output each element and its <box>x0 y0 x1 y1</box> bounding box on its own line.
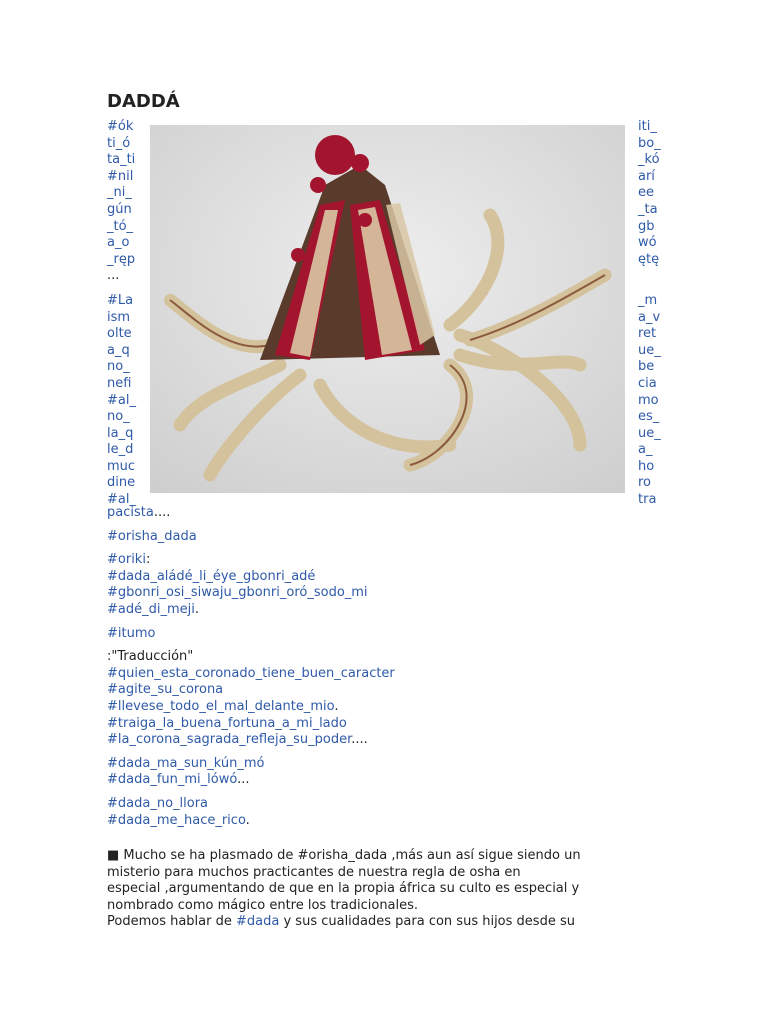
right-fragment[interactable]: ro <box>638 475 652 491</box>
right-fragment[interactable]: a_v <box>638 309 661 325</box>
right-fragment[interactable]: ee <box>638 185 654 201</box>
hashtag-link[interactable]: #dada <box>236 914 280 930</box>
right-fragment[interactable]: wó <box>638 235 657 251</box>
right-fragment[interactable]: _kó <box>638 152 660 168</box>
oriki-paragraph <box>107 552 637 618</box>
right-fragment[interactable]: gb <box>638 218 655 234</box>
llora-line: #dada_me_hace_rico. <box>107 812 250 828</box>
left-fragment[interactable]: _ni_ <box>107 185 132 201</box>
hashtag-link[interactable]: #gbonri_osi_siwaju_gbonri_oró_sodo_mi <box>107 585 368 601</box>
right-fragment[interactable]: tra <box>638 492 657 508</box>
right-fragment[interactable]: mo <box>638 392 659 408</box>
hashtag-link[interactable]: #dada_aládé_li_éye_gbonri_adé <box>107 568 316 584</box>
left-fragment[interactable]: _tó_ <box>107 218 134 234</box>
right-fragment[interactable]: iti_ <box>638 119 657 134</box>
right-fragment[interactable]: bo_ <box>638 135 661 151</box>
right-fragment[interactable]: be <box>638 359 655 375</box>
right-fragment[interactable]: ue_ <box>638 425 661 441</box>
tail-line <box>107 505 637 522</box>
period-text: . <box>194 601 199 617</box>
trad-line: #la_corona_sagrada_refleja_su_poder.... <box>107 732 368 748</box>
right-fragment[interactable]: es_ <box>638 409 660 425</box>
tail-paragraph <box>107 505 637 522</box>
prose-line: especial ,argumentando de que en la propia áfrica su culto es especial y <box>107 881 580 897</box>
right-column <box>638 119 668 509</box>
right-fragment[interactable]: cia <box>638 375 657 391</box>
left-fragment[interactable]: nefi <box>107 375 132 391</box>
right-fragment[interactable]: ho <box>638 458 655 474</box>
right-fragment[interactable]: _m <box>638 292 658 308</box>
hashtag-link[interactable]: pacista <box>107 505 154 520</box>
prose-line: misterio para muchos practicantes de nuestra regla de osha en <box>107 864 521 880</box>
colon-text: : <box>145 552 151 568</box>
hashtag-link[interactable]: #agite_su_corona <box>107 682 224 698</box>
hashtag-link[interactable]: #dada_me_hace_rico <box>107 812 246 828</box>
prose-line: ■ Mucho se ha plasmado de #orisha_dada ,más aun así sigue siendo un <box>107 848 581 863</box>
hashtag-link[interactable]: #orisha_dada <box>107 528 197 544</box>
traduccion-paragraph <box>107 649 637 749</box>
left-fragment-ellipsis: ... <box>107 268 120 284</box>
trad-line <box>107 682 637 699</box>
right-fragment[interactable]: a_ <box>638 442 653 458</box>
hashtag-link[interactable]: #oriki <box>107 552 146 568</box>
left-fragment[interactable]: no_ <box>107 359 130 375</box>
llora-paragraph <box>107 796 637 829</box>
trad-line <box>107 716 637 733</box>
left-fragment[interactable]: a_o <box>107 235 130 251</box>
trad-line <box>107 666 637 683</box>
left-fragment[interactable]: _ręp <box>107 251 136 267</box>
hashtag-link[interactable]: #llevese_todo_el_mal_delante_mio <box>107 698 335 714</box>
left-column <box>107 119 141 509</box>
itumo-paragraph <box>107 626 637 643</box>
left-fragment[interactable]: olte <box>107 326 132 342</box>
prose-line: nombrado como mágico entre los tradicionales. <box>107 897 419 913</box>
crown-photo <box>150 125 625 493</box>
hashtag-link[interactable]: #dada_fun_mi_lówó <box>107 772 238 788</box>
left-fragment[interactable]: la_q <box>107 425 134 441</box>
oriki-last-line <box>107 602 637 619</box>
left-fragment[interactable]: #ók <box>107 119 134 134</box>
trad-line: #llevese_todo_el_mal_delante_mio. <box>107 698 339 714</box>
left-fragment[interactable]: #nil <box>107 168 134 184</box>
ellipsis-text: .... <box>153 505 171 520</box>
hashtag-link[interactable]: #traiga_la_buena_fortuna_a_mi_lado <box>107 715 347 731</box>
hashtag-link[interactable]: #adé_di_meji <box>107 601 195 617</box>
dada-line: #dada_fun_mi_lówó... <box>107 772 250 788</box>
hashtag-link[interactable]: #la_corona_sagrada_refleja_su_poder <box>107 732 352 748</box>
left-fragment[interactable]: le_d <box>107 442 134 458</box>
right-fragment[interactable]: arí <box>638 168 655 184</box>
left-fragment[interactable]: ta_ti <box>107 152 136 168</box>
right-fragment[interactable]: ętę <box>638 251 660 267</box>
left-fragment[interactable]: #al_ <box>107 392 136 408</box>
hashtag-link[interactable]: #itumo <box>107 625 156 641</box>
right-fragment[interactable]: _ta <box>638 201 658 217</box>
page-title: DADDÁ <box>107 91 180 112</box>
left-fragment[interactable]: #La <box>107 292 134 308</box>
left-fragment[interactable]: dine <box>107 475 136 491</box>
hashtag-link[interactable]: #dada_ma_sun_kún_mó <box>107 755 265 771</box>
dada-line <box>107 756 637 773</box>
dada-paragraph <box>107 756 637 789</box>
right-fragment[interactable]: ret <box>638 326 657 342</box>
crown-illustration <box>150 125 625 493</box>
orisha-paragraph <box>107 529 637 546</box>
hashtag-content <box>107 505 637 836</box>
left-fragment[interactable]: a_q <box>107 342 130 358</box>
left-fragment[interactable]: no_ <box>107 409 130 425</box>
hashtag-link[interactable]: #quien_esta_coronado_tiene_buen_caracter <box>107 665 395 681</box>
left-fragment[interactable]: ti_ó <box>107 135 131 151</box>
prose-paragraph <box>107 848 647 931</box>
left-fragment[interactable]: ism <box>107 309 131 325</box>
left-fragment[interactable]: gún <box>107 201 132 217</box>
oriki-heading <box>107 552 637 569</box>
hashtag-link[interactable]: #dada_no_llora <box>107 795 209 811</box>
traduccion-label: :"Traducción" <box>107 649 194 665</box>
right-fragment[interactable]: ue_ <box>638 342 661 358</box>
llora-line <box>107 796 637 813</box>
prose-line-last: Podemos hablar de #dada y sus cualidades para con sus hijos desde su <box>107 914 575 930</box>
left-fragment[interactable]: #al_ <box>107 492 136 508</box>
left-fragment[interactable]: muc <box>107 458 136 474</box>
